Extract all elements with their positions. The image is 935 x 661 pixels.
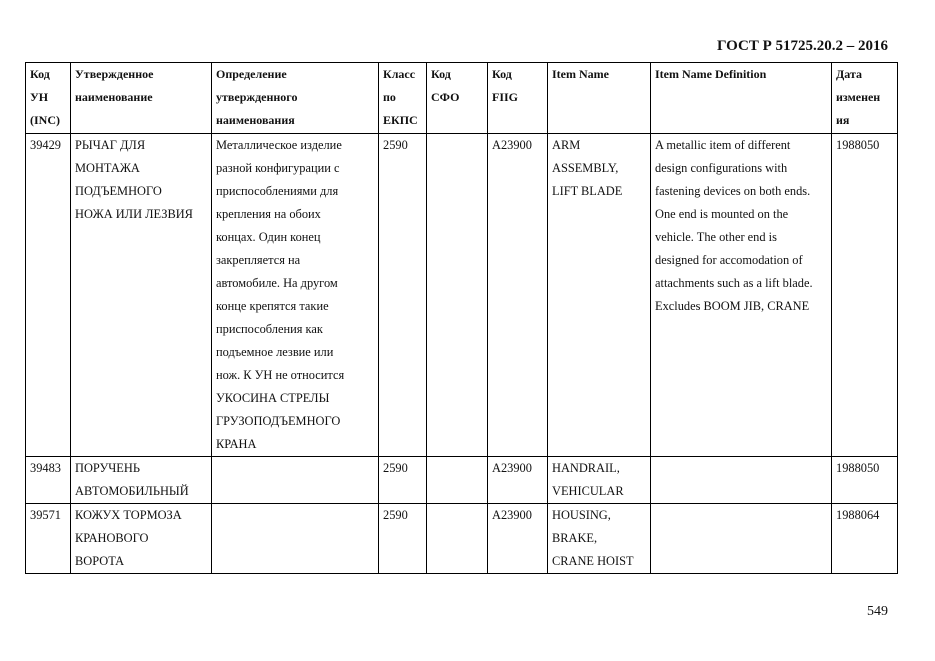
cell-line: АВТОМОБИЛЬНЫЙ [75,484,189,498]
item-name-cell [548,504,651,574]
table-row [26,457,898,504]
cell-line: НОЖА ИЛИ ЛЕЗВИЯ [75,207,193,221]
column-header-line: FIIG [492,90,519,104]
cell-line: приспособлениями для [216,184,339,198]
column-header-definition [212,63,379,134]
column-header-sfo [427,63,488,134]
cell-line: design configurations with [655,161,788,175]
page-number: 549 [867,604,888,619]
definition-cell [212,504,379,574]
column-header-name [71,63,212,134]
cell-line: ПОРУЧЕНЬ [75,461,140,475]
cell-line: автомобиле. На другом [216,276,338,290]
change-date-cell: 1988050 [832,134,898,457]
table-header-row [26,63,898,134]
table-row [26,134,898,457]
sfo-code-cell [427,134,488,457]
cell-line: нож. К УН не относится [216,368,345,382]
cell-line: ASSEMBLY, [552,161,619,175]
cell-line: КОЖУХ ТОРМОЗА [75,508,182,522]
cell-line: ВОРОТА [75,554,125,568]
cell-line: HOUSING, [552,508,611,522]
fiig-code-cell: A23900 [488,134,548,457]
table-row [26,504,898,574]
cell-line: КРАНА [216,437,257,451]
name-cell [71,457,212,504]
sfo-code-cell [427,504,488,574]
cell-line: УКОСИНА СТРЕЛЫ [216,391,330,405]
cell-line: BRAKE, [552,531,598,545]
inc-cell: 39429 [26,134,71,457]
column-header-item-name [548,63,651,134]
column-header-line: (INC) [30,113,60,127]
document-standard-header: ГОСТ Р 51725.20.2 – 2016 [716,38,888,54]
column-header-line: наименования [216,113,295,127]
column-header-line: по [383,90,396,104]
column-header-line: наименование [75,90,153,104]
cell-line: МОНТАЖА [75,161,140,175]
cell-line: конце крепятся такие [216,299,329,313]
column-header-line: ЕКПС [383,113,418,127]
ekps-class-cell: 2590 [379,134,427,457]
cell-line: КРАНОВОГО [75,531,149,545]
column-header-line: СФО [431,90,460,104]
cell-line: vehicle. The other end is [655,230,777,244]
column-header-line: утвержденного [216,90,298,104]
cell-line: One end is mounted on the [655,207,789,221]
item-definition-cell [651,134,832,457]
column-header-line: Код [431,67,451,81]
cell-line: VEHICULAR [552,484,624,498]
item-name-cell [548,134,651,457]
definition-cell [212,134,379,457]
table-body [26,134,898,574]
column-header-inc [26,63,71,134]
column-header-fiig [488,63,548,134]
cell-line: разной конфигурации с [216,161,340,175]
item-name-cell [548,457,651,504]
fiig-code-cell: A23900 [488,457,548,504]
ekps-class-cell: 2590 [379,504,427,574]
cell-line: ПОДЪЕМНОГО [75,184,162,198]
item-definition-cell [651,504,832,574]
column-header-line: Определение [216,67,287,81]
column-header-line: ия [836,113,850,127]
column-header-line: изменен [836,90,881,104]
catalog-table [25,62,898,574]
change-date-cell: 1988064 [832,504,898,574]
item-definition-cell [651,457,832,504]
column-header-date [832,63,898,134]
column-header-line: Дата [836,67,862,81]
cell-line: attachments such as a lift blade. [655,276,813,290]
inc-cell: 39483 [26,457,71,504]
fiig-code-cell: A23900 [488,504,548,574]
column-header-item-definition [651,63,832,134]
cell-line: HANDRAIL, [552,461,620,475]
column-header-line: Код [30,67,50,81]
column-header-line: Item Name [552,67,609,81]
cell-line: ARM [552,138,581,152]
cell-line: fastening devices on both ends. [655,184,811,198]
cell-line: A metallic item of different [655,138,791,152]
cell-line: закрепляется на [216,253,301,267]
column-header-line: Утвержденное [75,67,154,81]
name-cell [71,134,212,457]
column-header-line: Класс [383,67,416,81]
cell-line: LIFT BLADE [552,184,623,198]
cell-line: ГРУЗОПОДЪЕМНОГО [216,414,341,428]
column-header-line: Код [492,67,512,81]
definition-cell [212,457,379,504]
ekps-class-cell: 2590 [379,457,427,504]
column-header-line: УН [30,90,49,104]
cell-line: подъемное лезвие или [216,345,334,359]
cell-line: приспособления как [216,322,323,336]
cell-line: концах. Один конец [216,230,321,244]
cell-line: крепления на обоих [216,207,321,221]
cell-line: Excludes BOOM JIB, CRANE [655,299,810,313]
column-header-line: Item Name Definition [655,67,767,81]
inc-cell: 39571 [26,504,71,574]
column-header-ekps [379,63,427,134]
name-cell [71,504,212,574]
cell-line: РЫЧАГ ДЛЯ [75,138,146,152]
change-date-cell: 1988050 [832,457,898,504]
sfo-code-cell [427,457,488,504]
cell-line: designed for accomodation of [655,253,803,267]
cell-line: Металлическое изделие [216,138,342,152]
cell-line: CRANE HOIST [552,554,634,568]
